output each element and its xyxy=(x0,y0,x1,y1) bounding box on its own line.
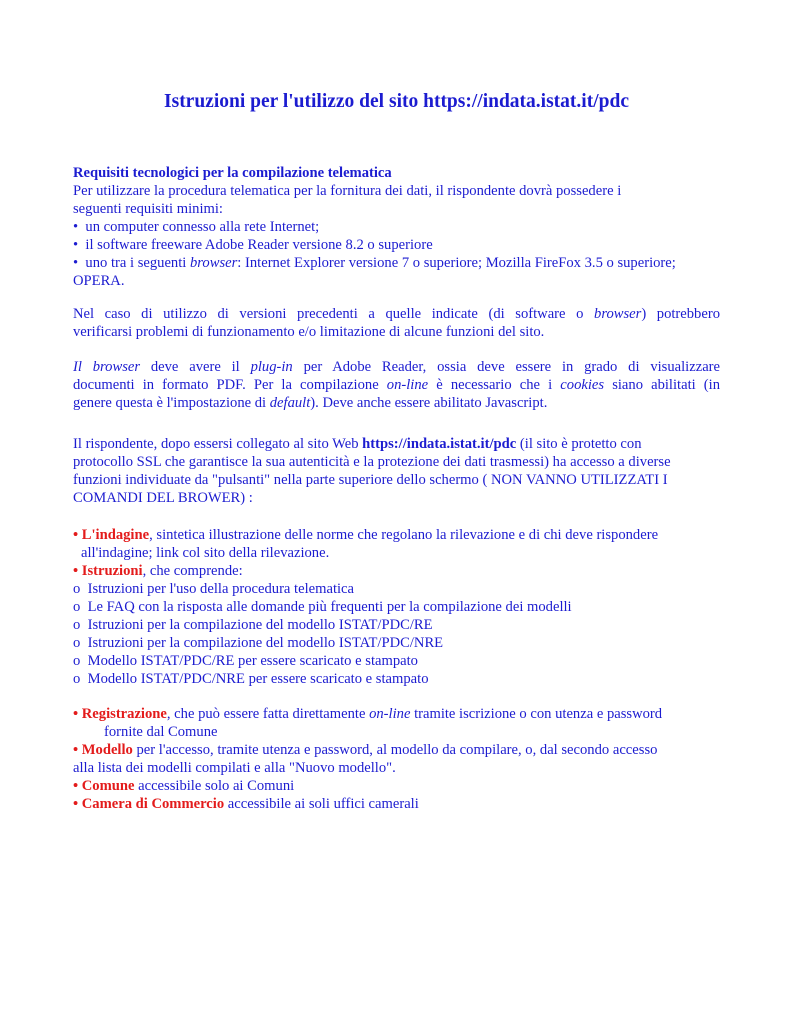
functions-list: • L'indagine, sintetica illustrazione delle norme che regolano la rilevazione e di chi deve rispondere all'indagine; link col sito della rilevazione. • Istruzioni, che comprende: o Istruzioni per l'uso della procedura telematica o Le FAQ con la risposta alle domande più frequenti per la compilazione dei modelli o Istruzioni per la compilazione del modello ISTAT/PDC/RE o Istruzioni per la compilazione del modello ISTAT/PDC/NRE o Modello ISTAT/PDC/RE per essere scaricato e stampato o Modello ISTAT/PDC/NRE per essere scaricato e stampato xyxy=(73,526,720,688)
bullet-icon: • xyxy=(73,255,79,271)
bullet-icon: • xyxy=(73,742,79,758)
circle-bullet-icon: o xyxy=(73,581,81,597)
circle-bullet-icon: o xyxy=(73,599,81,615)
site-url: https://indata.istat.it/pdc xyxy=(362,436,517,452)
requirement-item: • un computer connesso alla rete Internet; xyxy=(73,219,320,235)
requirements-intro-1: Per utilizzare la procedura telematica per la fornitura dei dati, il rispondente dovrà possedere i xyxy=(73,183,622,199)
requirement-item-continuation: OPERA. xyxy=(73,273,125,289)
sub-list-item: o Modello ISTAT/PDC/NRE per essere scaricato e stampato xyxy=(73,671,429,687)
function-item-camera: • Camera di Commercio accessibile ai soli uffici camerali xyxy=(73,796,419,812)
old-versions-paragraph: Nel caso di utilizzo di versioni precedenti a quelle indicate (di software o browser) potrebbero verificarsi problemi di funzionamento e/o limitazione di alcune funzioni del sito. xyxy=(73,306,720,340)
function-item-istruzioni: • Istruzioni, che comprende: xyxy=(73,563,243,579)
sub-list-item: o Modello ISTAT/PDC/RE per essere scaricato e stampato xyxy=(73,653,418,669)
function-item-comune: • Comune accessibile solo ai Comuni xyxy=(73,778,295,794)
requirements-heading: Requisiti tecnologici per la compilazione telematica xyxy=(73,165,392,181)
bullet-icon: • xyxy=(73,219,79,235)
page-title: Istruzioni per l'utilizzo del sito https://indata.istat.it/pdc xyxy=(164,91,629,112)
bullet-icon: • xyxy=(73,527,79,543)
sub-list-item: o Istruzioni per la compilazione del modello ISTAT/PDC/RE xyxy=(73,617,433,633)
bullet-icon: • xyxy=(73,237,79,253)
circle-bullet-icon: o xyxy=(73,635,81,651)
circle-bullet-icon: o xyxy=(73,617,81,633)
requirements-section xyxy=(73,164,720,290)
respondent-paragraph: Il rispondente, dopo essersi collegato al sito Web https://indata.istat.it/pdc (il sito è protetto con protocollo SSL che garantisce la sua autenticità e la protezione dei dati trasmessi) ha accesso a diverse funzioni individuate da "pulsanti" nella parte superiore dello schermo ( NON VANNO UTILIZZATI I COMANDI DEL BROWER) : xyxy=(73,436,671,506)
function-item-registrazione: • Registrazione, che può essere fatta direttamente on-line tramite iscrizione o con utenza e password xyxy=(73,706,663,722)
requirement-item: • il software freeware Adobe Reader versione 8.2 o superiore xyxy=(73,237,433,253)
functions-list-2: • Registrazione, che può essere fatta direttamente on-line tramite iscrizione o con utenza e password fornite dal Comune • Modello per l'accesso, tramite utenza e password, al modello da compilare, o, dal secondo accesso alla lista dei modelli compilati e alla "Nuovo modello". • Comune accessibile solo ai Comuni • Camera di Commercio accessibile ai soli uffici camerali xyxy=(73,705,720,813)
circle-bullet-icon: o xyxy=(73,671,81,687)
sub-list-item: o Istruzioni per la compilazione del modello ISTAT/PDC/NRE xyxy=(73,635,444,651)
sub-list-item: o Istruzioni per l'uso della procedura telematica xyxy=(73,581,355,597)
circle-bullet-icon: o xyxy=(73,653,81,669)
requirement-item: • uno tra i seguenti browser: Internet Explorer versione 7 o superiore; Mozilla FireFox 3.5 o superiore; xyxy=(73,255,676,271)
browser-paragraph: Il browser deve avere il plug-in per Adobe Reader, ossia deve essere in grado di visualizzare documenti in formato PDF. Per la compilazione on-line è necessario che i cookies siano abilitati (in genere questa è l'impostazione di default). Deve anche essere abilitato Javascript. xyxy=(73,359,721,411)
requirements-intro-2: seguenti requisiti minimi: xyxy=(73,201,223,217)
sub-list-item: o Le FAQ con la risposta alle domande più frequenti per la compilazione dei modelli xyxy=(73,599,572,615)
bullet-icon: • xyxy=(73,563,79,579)
function-item-modello: • Modello per l'accesso, tramite utenza e password, al modello da compilare, o, dal secondo accesso xyxy=(73,742,658,758)
function-item-indagine: • L'indagine, sintetica illustrazione delle norme che regolano la rilevazione e di chi deve rispondere xyxy=(73,527,659,543)
bullet-icon: • xyxy=(73,706,79,722)
